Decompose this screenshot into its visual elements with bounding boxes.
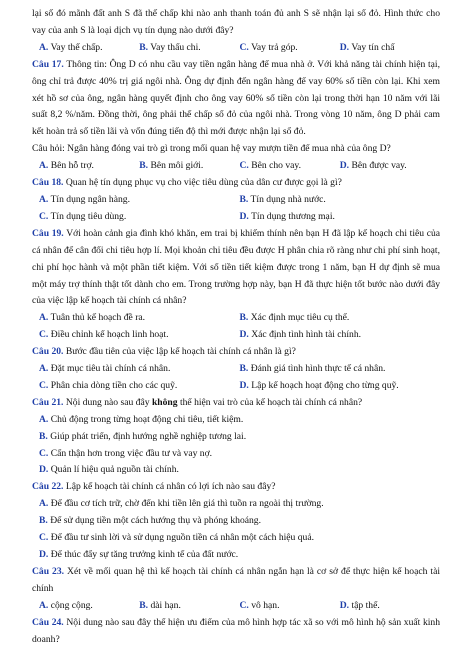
question-label: Câu 24. — [32, 616, 64, 628]
q20-options-row1 — [32, 361, 440, 378]
question-text: Quan hệ tín dụng phục vụ cho việc tiêu dùng của dân cư được gọi là gì? — [65, 177, 342, 189]
question-text: Thông tin: Ông D có nhu cầu vay tiền ngân hàng để mua nhà ở. Với khả năng tài chính hiện tại, ông chỉ trả được 40% trị giá ngôi nhà. Ông dự định đến ngân hàng để vay 60% số tiền còn lại. Khi xem xét hồ sơ của ông, ngân hàng quyết định cho ông vay 60% số tiền còn lại trong thời hạn 10 năm với lãi suất 8,2 %/năm. Đồng thời, ông phải thế chấp sổ đỏ của ngôi nhà. Trong vòng 10 năm, ông D phải cam kết hoàn trả số tiền lãi và vốn đúng tiến độ thì mới được nhận lại sổ đỏ. — [32, 58, 440, 138]
q18-options-row1 — [32, 192, 440, 209]
question-24 — [32, 615, 440, 648]
option-a[interactable]: A. Vay thế chấp. — [39, 41, 103, 53]
q23-options — [32, 598, 440, 615]
option-d[interactable]: D. Vay tín chấ — [339, 41, 395, 53]
option-a[interactable]: A. Đặt mục tiêu tài chính cá nhân. — [39, 363, 171, 375]
q18-options-row2 — [32, 209, 440, 226]
question-20 — [32, 344, 440, 361]
question-19 — [32, 226, 440, 311]
option-b[interactable]: B. Đánh giá tình hình thực tế cá nhân. — [239, 363, 386, 375]
q19-options-row2 — [32, 327, 440, 344]
option-b[interactable]: B. Xác định mục tiêu cụ thể. — [239, 312, 350, 324]
option-d[interactable]: D. Quản lí hiệu quả nguồn tài chính. — [39, 464, 179, 476]
question-text: Xét về mối quan hệ thì kế hoạch tài chính cá nhân ngắn hạn là cơ sở để thực hiện kế hoạch tài chính — [32, 565, 440, 594]
question-17 — [32, 57, 440, 142]
question-label: Câu 22. — [32, 481, 64, 493]
option-b[interactable]: B. Vay thấu chi. — [139, 41, 201, 53]
option-d[interactable]: D. Để thúc đẩy sự tăng trưởng kinh tế của đất nước. — [39, 549, 239, 560]
q19-options-row1 — [32, 310, 440, 327]
question-label: Câu 23. — [32, 565, 65, 577]
option-c[interactable]: C. Điều chỉnh kế hoạch linh hoạt. — [39, 329, 169, 341]
question-text: Với hoàn cảnh gia đình khó khăn, em trai bị khiếm thính nên bạn H đã lập kế hoạch chi tiêu của cá nhân để cân đối chi tiêu hợp lí. Mọi khoản chi tiêu đều được H phân chia rõ ràng như chi phí sinh hoạt, chi phí học hành và một phần tiết kiệm. Với số tiền tiết kiệm được trong 1 năm, bạn H dự định sẽ mua một máy trợ thính thật tốt dành cho em. Trong trường hợp này, bạn H đã thực hiện tốt bước nào dưới đây của việc lập kế hoạch tài chính cá nhân? — [32, 227, 441, 307]
question-18 — [32, 175, 440, 192]
option-d[interactable]: D. tập thể. — [339, 599, 380, 611]
question-label: Câu 18. — [32, 177, 64, 189]
option-c[interactable]: C. Tín dụng tiêu dùng. — [39, 210, 127, 222]
intro-options — [32, 40, 440, 57]
option-a[interactable]: A. Tín dụng ngân hàng. — [39, 193, 130, 205]
emphasis-not: không — [151, 396, 178, 408]
question-label: Câu 20. — [32, 346, 64, 358]
question-21: Câu 21. Nội dung nào sau đây không thể hiện vai trò của kế hoạch tài chính cá nhân? — [32, 396, 363, 408]
question-label: Câu 21. — [32, 396, 64, 408]
option-a[interactable]: A. Bên hỗ trợ. — [39, 160, 94, 172]
option-b[interactable]: B. Để sử dụng tiền một cách hướng thụ và phóng khoáng. — [39, 515, 261, 527]
option-c[interactable]: C. vô hạn. — [239, 599, 280, 611]
option-b[interactable]: B. Bên môi giới. — [139, 160, 204, 172]
option-b[interactable]: B. Giúp phát triển, định hướng nghề nghiệp tương lai. — [39, 430, 247, 442]
option-a[interactable]: A. Chủ động trong từng hoạt động chi tiêu, tiết kiệm. — [39, 413, 244, 425]
option-d[interactable]: D. Tín dụng thương mại. — [239, 210, 335, 222]
question-22 — [32, 479, 440, 496]
question-17-sub: Câu hỏi: Ngân hàng đóng vai trò gì trong mối quan hệ vay mượn tiền để mua nhà của ông D? — [32, 143, 391, 155]
option-d[interactable]: D. Xác định tình hình tài chính. — [239, 329, 362, 341]
option-c[interactable]: C. Vay trả góp. — [239, 41, 298, 53]
option-c[interactable]: C. Cẩn thận hơn trong việc đầu tư và vay nợ. — [39, 447, 213, 459]
option-a[interactable]: A. cộng cộng. — [39, 599, 93, 611]
q20-options-row2 — [32, 378, 440, 395]
option-d[interactable]: D. Bên được vay. — [339, 160, 407, 172]
question-label: Câu 19. — [32, 227, 64, 239]
question-text: Nội dung nào sau đây thể hiện ưu điểm của mô hình hợp tác xã so với mô hình hộ sản xuất kinh doanh? — [32, 616, 440, 645]
question-23 — [32, 564, 440, 598]
option-a[interactable]: A. Để đầu cơ tích trữ, chờ đến khi tiền lên giá thì tuồn ra ngoài thị trường. — [39, 498, 324, 510]
option-c[interactable]: C. Phân chia dòng tiền cho các quỹ. — [39, 379, 178, 391]
option-c[interactable]: C. Bên cho vay. — [239, 160, 301, 172]
option-c[interactable]: C. Để đầu tư sinh lời và sử dụng nguồn tiền cá nhân một cách hiệu quả. — [39, 532, 314, 544]
intro-text: lại số đó mãnh đất anh S đã thế chấp khi nào anh thanh toán đủ anh S sẽ nhận lại số đỏ. Hình thức cho vay của anh S là loại dịch vụ tín dụng nào dưới đây? — [32, 8, 440, 36]
q17-options — [32, 158, 440, 175]
option-b[interactable]: B. dài hạn. — [139, 599, 181, 611]
option-a[interactable]: A. Tuân thủ kế hoạch đề ra. — [39, 312, 146, 324]
question-text: Bước đầu tiên của việc lập kế hoạch tài chính cá nhân là gì? — [65, 346, 296, 358]
option-d[interactable]: D. Lập kế hoạch hoạt động cho từng quỹ. — [239, 379, 399, 391]
option-b[interactable]: B. Tín dụng nhà nước. — [239, 193, 326, 205]
question-label: Câu 17. — [32, 58, 64, 70]
question-text: Lập kế hoạch tài chính cá nhân có lợi ích nào sau đây? — [65, 481, 276, 493]
